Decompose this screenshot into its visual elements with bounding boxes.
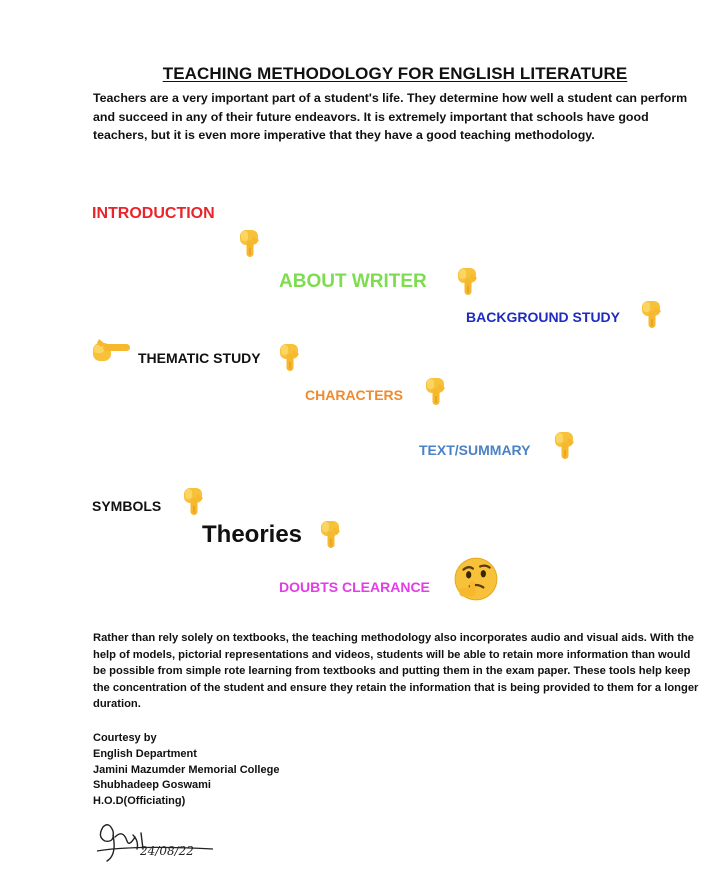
thinking-face-icon	[453, 556, 499, 602]
pointing-down-icon	[274, 342, 304, 374]
pointing-down-icon	[452, 266, 482, 298]
credits-line: Jamini Mazumder Memorial College	[93, 763, 280, 776]
signature	[93, 815, 223, 865]
step-thematic-study: THEMATIC STUDY	[138, 350, 261, 366]
pointing-right-icon	[91, 335, 133, 367]
credits-line: Courtesy by	[93, 732, 157, 744]
pointing-down-icon	[315, 519, 345, 551]
pointing-down-icon	[234, 228, 264, 260]
step-symbols: SYMBOLS	[92, 498, 162, 514]
step-doubts-clearance: DOUBTS CLEARANCE	[279, 579, 430, 595]
pointing-down-icon	[178, 486, 208, 518]
step-about-writer: ABOUT WRITER	[279, 271, 427, 292]
credits-block	[93, 731, 279, 810]
step-characters: CHARACTERS	[305, 387, 403, 403]
step-theories: Theories	[202, 521, 303, 548]
step-introduction: INTRODUCTION	[92, 205, 215, 222]
pointing-down-icon	[636, 299, 666, 331]
document-title: TEACHING METHODOLOGY FOR ENGLISH LITERATURE	[162, 64, 628, 83]
closing-paragraph: Rather than rely solely on textbooks, the teaching methodology also incorporates audio and visual aids. With the help of models, pictorial representations and videos, students will be able to retain more information than would be possible from simple rote learning from textbooks and putting them in the exam paper. These tools help keep the concentration of the student and ensure they retain the information that is being provided to them for a longer duration.	[93, 632, 699, 710]
credits-line: H.O.D(Officiating)	[93, 795, 186, 808]
signature-date: 24/08/22	[140, 844, 194, 858]
pointing-down-icon	[420, 376, 450, 408]
step-text-summary: TEXT/SUMMARY	[419, 442, 531, 458]
pointing-down-icon	[549, 430, 579, 462]
credits-line: English Department	[93, 747, 197, 760]
credits-line: Shubhadeep Goswami	[93, 779, 211, 792]
step-background-study: BACKGROUND STUDY	[466, 309, 620, 325]
intro-paragraph: Teachers are a very important part of a student's life. They determine how well a student can perform and succeed in any of their future endeavors. It is extremely important that schools have good teachers, but it is even more imperative that they have a good teaching methodology.	[93, 91, 688, 142]
